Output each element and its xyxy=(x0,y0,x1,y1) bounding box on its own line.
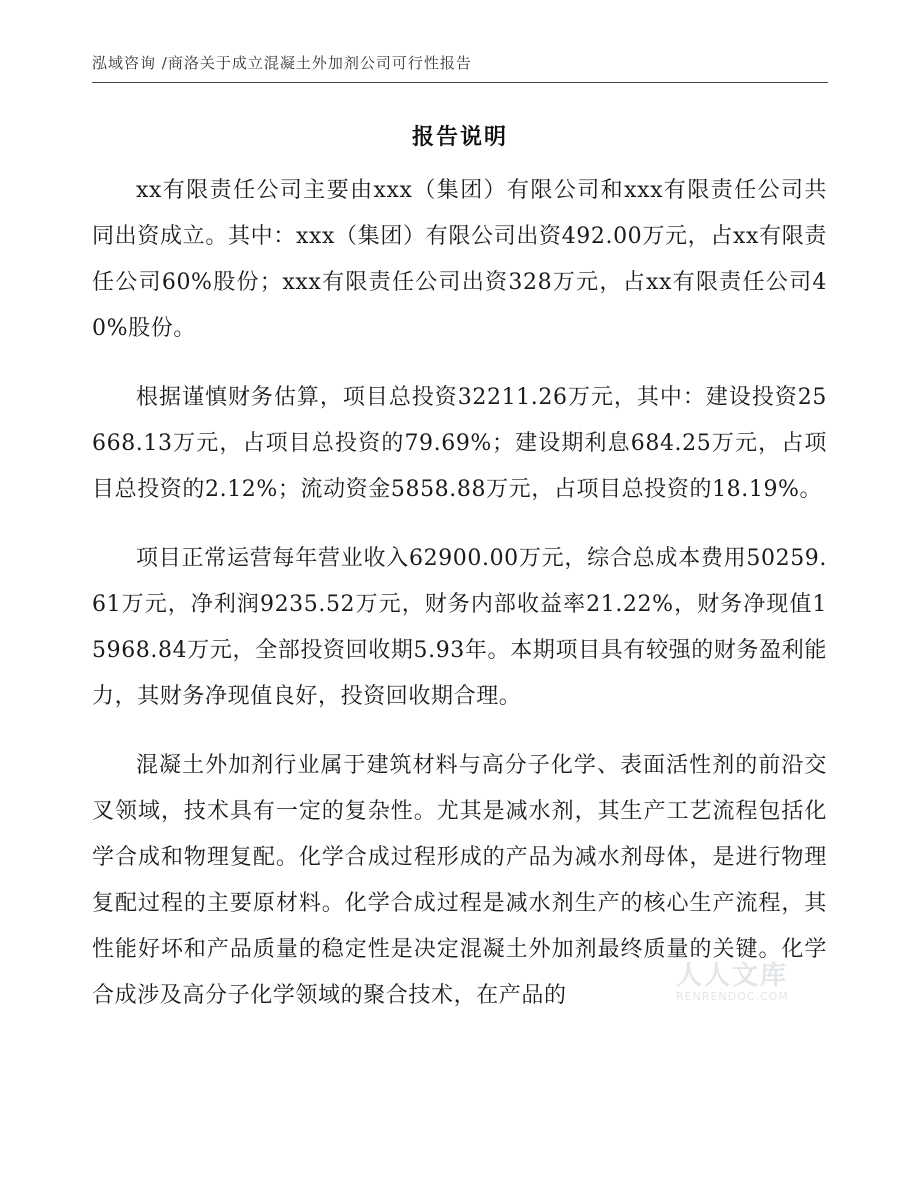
paragraph-investment: 根据谨慎财务估算，项目总投资32211.26万元，其中：建设投资25668.13万元，占项目总投资的79.69%；建设期利息684.25万元，占项目总投资的2.12%；流动资金5858.88万元，占项目总投资的18.19%。 xyxy=(92,385,827,502)
paragraph-shareholders: xx有限责任公司主要由xxx（集团）有限公司和xxx有限责任公司共同出资成立。其中：xxx（集团）有限公司出资492.00万元，占xx有限责任公司60%股份；xxx有限责任公司出资328万元，占xx有限责任公司40%股份。 xyxy=(92,178,827,341)
paragraph-financials: 项目正常运营每年营业收入62900.00万元，综合总成本费用50259.61万元，净利润9235.52万元，财务内部收益率21.22%，财务净现值15968.84万元，全部投资回收期5.93年。本期项目具有较强的财务盈利能力，其财务净现值良好，投资回收期合理。 xyxy=(92,546,827,709)
watermark-brand: 人人文库 xyxy=(676,961,789,991)
document-title: 报告说明 xyxy=(411,125,508,150)
watermark-domain: RENRENDOC.COM xyxy=(676,990,789,1003)
header-divider xyxy=(92,82,828,83)
paragraph-industry: 混凝土外加剂行业属于建筑材料与高分子化学、表面活性剂的前沿交叉领域，技术具有一定的复杂性。尤其是减水剂，其生产工艺流程包括化学合成和物理复配。化学合成过程形成的产品为减水剂母体，是进行物理复配过程的主要原材料。化学合成过程是减水剂生产的核心生产流程，其性能好坏和产品质量的稳定性是决定混凝土外加剂最终质量的关键。化学合成涉及高分子化学领域的聚合技术，在产品的 xyxy=(92,753,827,1008)
document-body xyxy=(92,168,827,1042)
running-header: 泓域咨询 /商洛关于成立混凝土外加剂公司可行性报告 xyxy=(92,54,472,72)
